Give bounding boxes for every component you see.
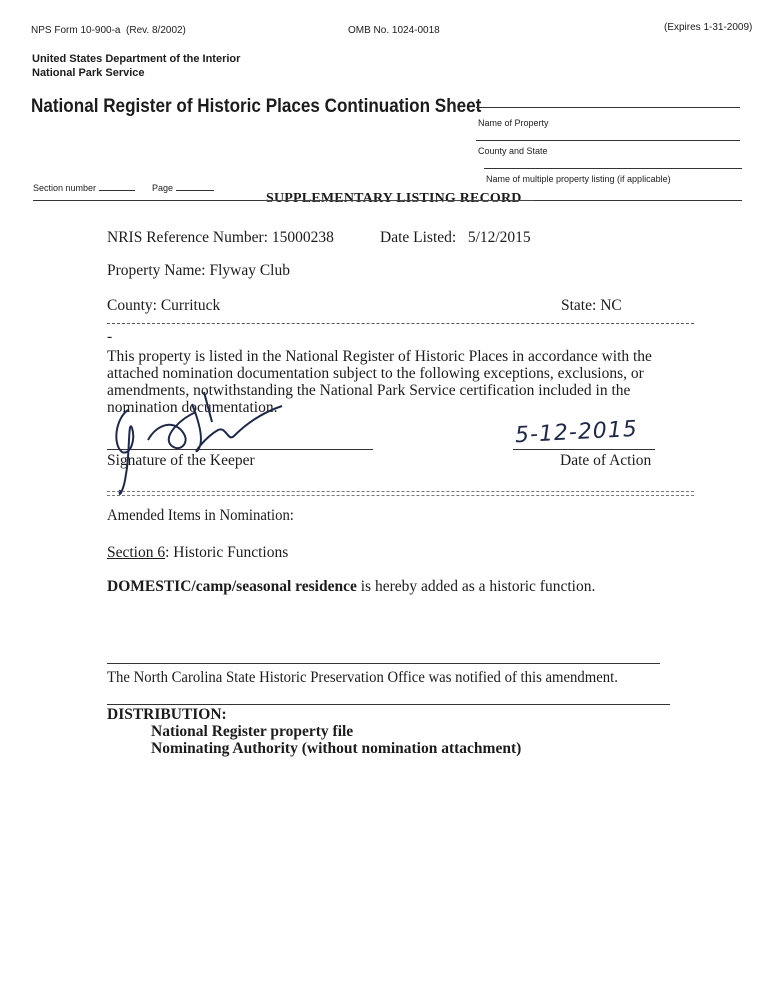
added-function: DOMESTIC/camp/seasonal residence [107, 578, 357, 595]
department-name: United States Department of the Interior [32, 53, 241, 65]
page-label: Page [152, 183, 174, 193]
property-name-value: Flyway Club [209, 262, 290, 279]
county-value: Currituck [160, 297, 221, 314]
notification-top-line [107, 663, 660, 664]
listing-statement: This property is listed in the National Register of Historic Places in accordance with the attached nomination documentation subject to the following exceptions, exclusions, or amendments, notwithstanding the National Park Service certification included in the nomination documentation. [107, 348, 652, 416]
county-state-line [476, 140, 740, 141]
multiple-listing-line [484, 168, 742, 169]
date-listed-value: 5/12/2015 [467, 229, 531, 246]
name-of-property-label: Name of Property [478, 118, 549, 128]
state [561, 297, 622, 314]
amended-section-label: Section 6 [107, 544, 166, 561]
dash-mark: - [107, 328, 113, 345]
dashed-divider-middle-2 [107, 495, 694, 496]
distribution-heading: DISTRIBUTION: [107, 706, 227, 723]
omb-number: OMB No. 1024-0018 [348, 25, 440, 36]
form-id [31, 25, 186, 36]
record-heading-strike [264, 200, 534, 201]
date-listed [380, 229, 531, 246]
notification-text: The North Carolina State Historic Preservation Office was notified of this amendment. [107, 669, 618, 686]
section-number-label: Section number [33, 183, 97, 193]
signature-label: Signature of the Keeper [107, 452, 255, 469]
multiple-listing-label: Name of multiple property listing (if applicable) [486, 174, 671, 184]
page-field [152, 180, 214, 193]
county-state-label: County and State [478, 146, 548, 156]
form-revision: (Rev. 8/2002) [126, 25, 186, 36]
distribution-item: Nominating Authority (without nomination attachment) [151, 740, 522, 757]
state-label: State: [561, 297, 597, 314]
service-name: National Park Service [32, 67, 145, 79]
section-number-blank[interactable] [99, 180, 135, 191]
nris-label: NRIS Reference Number: [107, 229, 268, 246]
added-function-statement [107, 578, 595, 595]
property-name-label: Property Name: [107, 262, 206, 279]
amended-section [107, 544, 288, 561]
name-of-property-line [476, 107, 740, 108]
keeper-signature-icon [100, 378, 290, 503]
state-value: NC [600, 297, 622, 314]
date-of-action-line [513, 449, 655, 450]
county-label: County: [107, 297, 157, 314]
amended-items-heading: Amended Items in Nomination: [107, 507, 294, 524]
nris-value: 15000238 [271, 229, 334, 246]
record-heading [264, 191, 524, 207]
date-of-action-label: Date of Action [560, 452, 652, 469]
form-id-text: NPS Form 10-900-a [31, 25, 121, 36]
section-number-field [33, 180, 135, 193]
property-name [107, 262, 290, 279]
page-blank[interactable] [176, 180, 214, 191]
date-listed-label: Date Listed: [380, 229, 457, 246]
added-function-suffix: is hereby added as a historic function. [356, 578, 596, 595]
county [107, 297, 220, 314]
dashed-divider-top [107, 323, 694, 324]
distribution-top-line [107, 704, 670, 705]
distribution-item: National Register property file [151, 723, 354, 740]
action-date-handwritten: 5-12-2015 [514, 416, 639, 449]
page-title: National Register of Historic Places Continuation Sheet [31, 96, 482, 117]
dashed-divider-middle-1 [107, 491, 694, 492]
amended-section-title: : Historic Functions [165, 544, 289, 561]
expiration-date: (Expires 1-31-2009) [664, 22, 753, 33]
record-heading-text: SUPPLEMENTARY LISTING RECORD [266, 191, 522, 206]
nris-reference [107, 229, 334, 246]
